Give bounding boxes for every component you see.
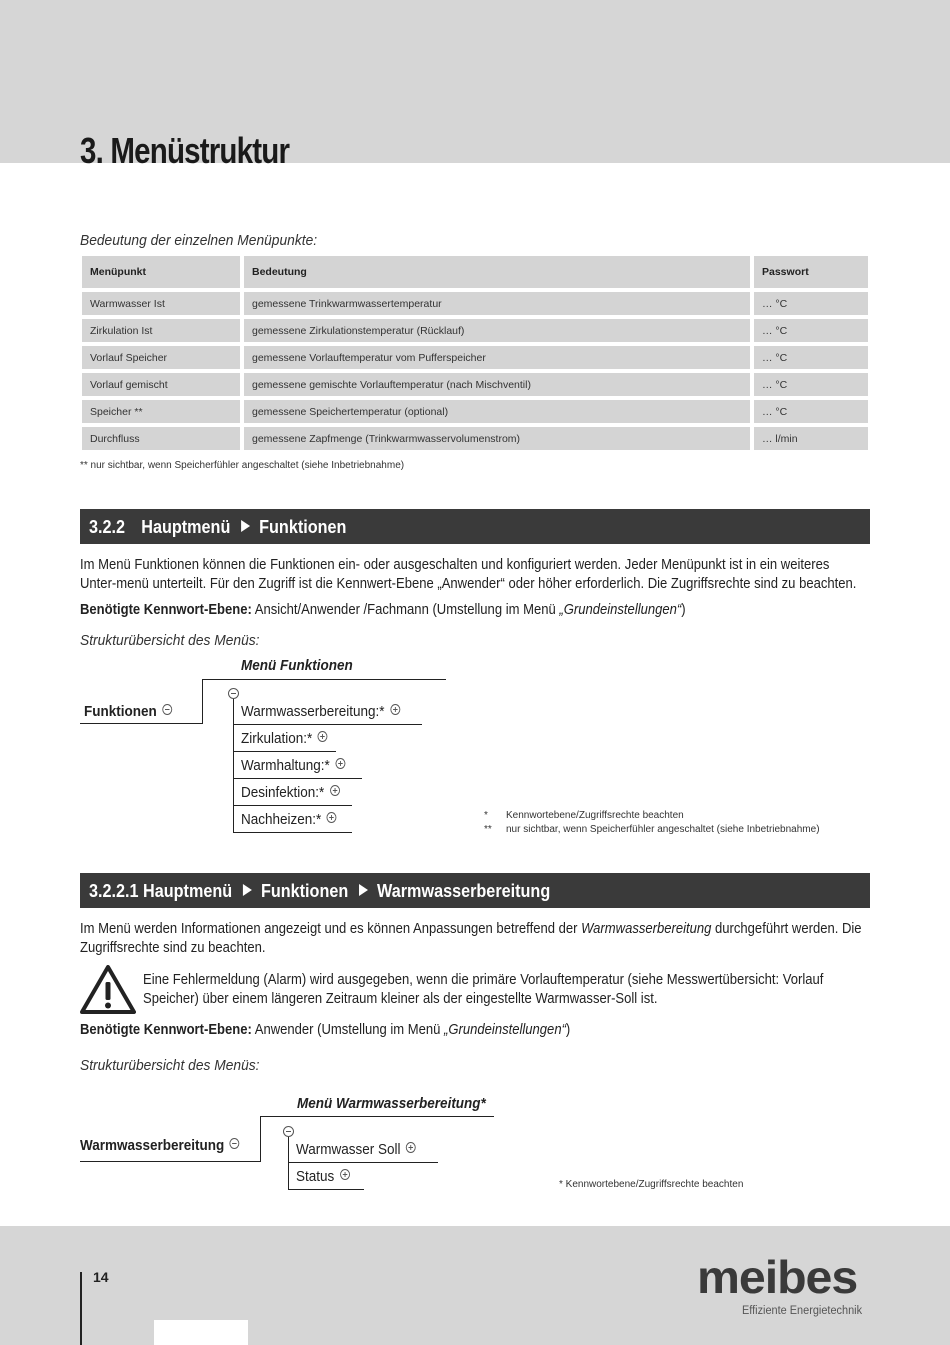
requirement-end: ) [565,1022,571,1038]
warning-text: Eine Fehlermeldung (Alarm) wird ausgegeben, wenn die primäre Vorlauftemperatur (siehe Messwertübersicht: Vorlauf Speicher) über einem längeren Zeitraum kleiner als der eingestellte Warmwasser-Soll ist. [143,972,824,1007]
tree-item-warmhaltung[interactable] [241,757,345,774]
note-text: Kennwortebene/Zugriffsrechte beachten [506,810,684,821]
structure-caption: Strukturübersicht des Menüs: [80,1057,260,1074]
footer-divider [80,1272,82,1345]
requirement-end: ) [681,602,686,618]
triangle-right-icon [243,884,252,896]
tree-root-label: Funktionen [84,703,157,720]
expand-icon[interactable] [318,731,328,742]
requirement-label: Benötigte Kennwort-Ebene: [80,602,252,618]
expand-icon[interactable] [340,1169,350,1180]
collapse-icon[interactable] [283,1126,294,1137]
table-cell: gemessene gemischte Vorlauftemperatur (nach Mischventil) [244,373,750,396]
requirement-label: Benötigte Kennwort-Ebene: [80,1022,252,1038]
column-header-bedeutung: Bedeutung [244,256,750,288]
table-row [82,427,868,450]
paragraph-text: durchgeführt werden. Die Zugriffsrechte sind zu beachten. [80,921,862,956]
paragraph-text: Im Menü werden Informationen angezeigt und es können Anpassungen betreffend der [80,921,582,937]
menu-title: Menü Warmwasserbereitung* [297,1095,486,1112]
section-part: Funktionen [259,517,347,537]
tree-line [80,723,203,724]
table-row [82,400,868,423]
tree-line [233,751,336,752]
note-text: nur sichtbar, wenn Speicherfühler angeschaltet (siehe Inbetriebnahme) [506,824,820,835]
tree-root-funktionen[interactable] [84,703,172,720]
column-header-menupunkt: Menüpunkt [82,256,240,288]
tree-item-label: Warmwasser Soll [296,1141,401,1158]
expand-icon[interactable] [335,758,345,769]
meibes-logo: meibes [697,1251,858,1303]
table-row [82,319,868,342]
tree-line [233,832,352,833]
tree-line [233,778,362,779]
table-cell: gemessene Zirkulationstemperatur (Rücklauf) [244,319,750,342]
table-cell: … l/min [754,427,868,450]
structure-caption: Strukturübersicht des Menüs: [80,632,260,649]
section-part: Warmwasserbereitung [377,881,551,901]
table-cell: … °C [754,292,868,315]
tree-line [233,805,352,806]
section1-requirement [80,601,863,620]
requirement-menu: „Grundeinstellungen“ [444,1022,566,1038]
requirement-text: Ansicht/Anwender /Fachmann (Umstellung im Menü [251,602,560,618]
table-header-row [82,256,868,288]
collapse-icon[interactable] [162,704,172,715]
section1-paragraph: Im Menü Funktionen können die Funktionen ein- oder ausgeschalten und konfiguriert werden. Jeder Menüpunkt ist in ein weiteres Unter-menü unterteilt. Für den Zugriff ist die Kennwert-Ebene „Anwender“ oder höher erforderlich. Die Zugriffsrechte sind zu beachten. [80,557,857,592]
table-cell: Vorlauf gemischt [82,373,240,396]
table-cell: Warmwasser Ist [82,292,240,315]
table-cell: … °C [754,400,868,423]
tree-item-warmwasserbereitung[interactable] [241,703,400,720]
section-number: 3.2.2.1 [89,881,139,901]
table-row [82,346,868,369]
section2-paragraph [80,920,863,958]
table-cell: gemessene Speichertemperatur (optional) [244,400,750,423]
requirement-text: Anwender (Umstellung im Menü [251,1022,445,1038]
table-cell: gemessene Vorlauftemperatur vom Pufferspeicher [244,346,750,369]
tree-item-label: Status [296,1168,335,1185]
tree-line [233,690,234,833]
note-text: * Kennwortebene/Zugriffsrechte beachten [559,1179,744,1190]
warning-icon [80,965,136,1015]
footer-tab [154,1320,248,1345]
tree-line [260,1116,494,1117]
tree-line [288,1189,364,1190]
page-title: 3. Menüstruktur [80,130,290,171]
logo-slogan: Effiziente Energietechnik [742,1305,863,1317]
tree-item-label: Nachheizen:* [241,811,322,828]
tree-item-label: Zirkulation:* [241,730,313,747]
tree-line [288,1128,289,1190]
table-cell: … °C [754,346,868,369]
section-heading-3-2-2-1 [80,873,870,908]
triangle-right-icon [359,884,368,896]
page-number: 14 [93,1269,109,1285]
triangle-right-icon [241,520,250,532]
tree-root-label: Warmwasserbereitung [80,1137,225,1154]
tree-item-label: Desinfektion:* [241,784,325,801]
table-row [82,292,868,315]
table-row [82,373,868,396]
column-header-passwort: Passwort [754,256,868,288]
tree-item-status[interactable] [296,1168,350,1185]
section-part: Hauptmenü [143,881,233,901]
note-mark: ** [484,824,492,835]
collapse-icon[interactable] [230,1138,240,1149]
section-part: Hauptmenü [141,517,231,537]
tree-item-warmwasser-soll[interactable] [296,1141,416,1158]
tree-line [233,724,422,725]
section-part: Funktionen [260,881,349,901]
table-caption: Bedeutung der einzelnen Menüpunkte: [80,232,318,249]
table-cell: gemessene Zapfmenge (Trinkwarmwasservolumenstrom) [244,427,750,450]
requirement-menu: „Grundeinstellungen“ [559,602,682,618]
table-cell: Speicher ** [82,400,240,423]
menu-table [78,252,872,454]
expand-icon[interactable] [327,812,337,823]
tree-line [202,679,203,724]
tree-line [288,1162,438,1163]
tree-line [80,1161,261,1162]
paragraph-emphasis: Warmwasserbereitung [581,921,712,937]
table-cell: Durchfluss [82,427,240,450]
section-number: 3.2.2 [89,517,126,537]
tree-line [202,679,446,680]
menu-title: Menü Funktionen [241,657,353,674]
expand-icon[interactable] [390,704,400,715]
table-footnote: ** nur sichtbar, wenn Speicherfühler angeschaltet (siehe Inbetriebnahme) [80,460,405,471]
section-heading-3-2-2 [80,509,870,544]
tree-item-zirkulation[interactable] [241,730,328,747]
table-cell: Zirkulation Ist [82,319,240,342]
tree-root-warmwasserbereitung[interactable] [80,1137,240,1154]
table-cell: … °C [754,319,868,342]
tree-line [260,1116,261,1162]
table-cell: gemessene Trinkwarmwassertemperatur [244,292,750,315]
tree-item-label: Warmwasserbereitung:* [241,703,385,720]
tree-item-desinfektion[interactable] [241,784,340,801]
expand-icon[interactable] [330,785,340,796]
tree-item-label: Warmhaltung:* [241,757,330,774]
collapse-icon[interactable] [228,688,239,699]
tree-item-nachheizen[interactable] [241,811,337,828]
table-cell: Vorlauf Speicher [82,346,240,369]
section2-requirement [80,1021,863,1040]
table-cell: … °C [754,373,868,396]
note-mark: * [484,810,488,821]
expand-icon[interactable] [406,1142,416,1153]
